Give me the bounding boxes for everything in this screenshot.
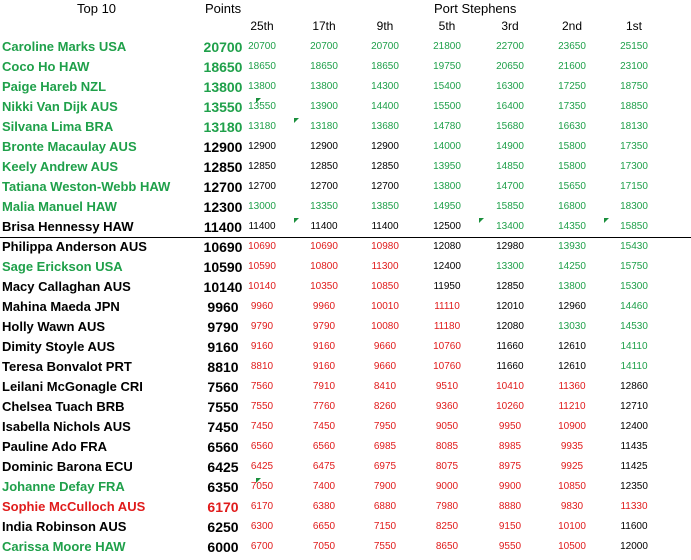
table-row [0, 457, 691, 477]
points-value: 6250 [207, 519, 239, 535]
scenario-cell: 7050 [312, 541, 336, 552]
scenario-cell: 9960 [312, 301, 336, 312]
scenario-cell: 7910 [312, 381, 336, 392]
table-row [0, 477, 691, 497]
scenario-cell: 9360 [435, 401, 459, 412]
scenario-cell: 12900 [371, 141, 399, 152]
scenario-cell: 7450 [312, 421, 336, 432]
scenario-cell: 12000 [620, 541, 648, 552]
scenario-cell: 14530 [620, 321, 648, 332]
scenario-cell: 18650 [371, 61, 399, 72]
scenario-cell: 9790 [250, 321, 274, 332]
points-value: 9790 [207, 319, 239, 335]
surfer-name: Johanne Defay FRA [2, 479, 125, 494]
surfer-name: Mahina Maeda JPN [2, 299, 120, 314]
column-header-0: 25th [250, 19, 274, 33]
scenario-cell: 10410 [496, 381, 524, 392]
surfer-name: Malia Manuel HAW [2, 199, 117, 214]
scenario-cell: 12900 [310, 141, 338, 152]
surfer-name: Coco Ho HAW [2, 59, 90, 74]
scenario-cell: 13680 [371, 121, 399, 132]
scenario-cell: 9925 [560, 461, 584, 472]
scenario-cell: 13900 [310, 101, 338, 112]
scenario-cell: 13400 [496, 221, 524, 232]
scenario-cell: 14850 [496, 161, 524, 172]
scenario-cell: 15850 [496, 201, 524, 212]
scenario-cell: 8880 [498, 501, 522, 512]
scenario-cell: 21600 [558, 61, 586, 72]
scenario-cell: 13950 [433, 161, 461, 172]
table-row [0, 377, 691, 397]
scenario-cell: 12960 [558, 301, 586, 312]
scenario-cell: 6560 [312, 441, 336, 452]
surfer-name: Silvana Lima BRA [2, 119, 114, 134]
scenario-cell: 18750 [620, 81, 648, 92]
scenario-cell: 12900 [248, 141, 276, 152]
scenario-cell: 12080 [433, 241, 461, 252]
surfer-name: Keely Andrew AUS [2, 159, 119, 174]
scenario-cell: 11300 [371, 261, 399, 272]
scenario-cell: 12700 [248, 181, 276, 192]
scenario-cell: 15300 [620, 281, 648, 292]
scenario-cell: 8250 [435, 521, 459, 532]
scenario-cell: 13930 [558, 241, 586, 252]
scenario-cell: 12850 [496, 281, 524, 292]
surfer-name: Isabella Nichols AUS [2, 419, 131, 434]
scenario-cell: 11660 [496, 341, 524, 352]
scenario-cell: 7450 [250, 421, 274, 432]
scenario-cell: 11435 [620, 441, 648, 452]
scenario-cell: 8985 [498, 441, 522, 452]
surfer-name: Caroline Marks USA [2, 39, 127, 54]
points-value: 12900 [203, 139, 243, 155]
scenario-cell: 9960 [250, 301, 274, 312]
comment-marker-icon [256, 478, 261, 483]
scenario-cell: 9550 [498, 541, 522, 552]
scenario-cell: 10900 [558, 421, 586, 432]
scenario-cell: 12850 [248, 161, 276, 172]
points-value: 8810 [207, 359, 239, 375]
points-value: 6425 [207, 459, 239, 475]
scenario-cell: 18300 [620, 201, 648, 212]
scenario-cell: 7050 [250, 481, 274, 492]
table-row [0, 517, 691, 537]
points-value: 6350 [207, 479, 239, 495]
scenario-cell: 10100 [558, 521, 586, 532]
surfer-name: India Robinson AUS [2, 519, 127, 534]
scenario-cell: 21800 [433, 41, 461, 52]
scenario-cell: 22700 [496, 41, 524, 52]
scenario-cell: 12500 [433, 221, 461, 232]
scenario-cell: 18650 [310, 61, 338, 72]
scenario-cell: 15500 [433, 101, 461, 112]
scenario-cell: 7900 [373, 481, 397, 492]
scenario-cell: 6380 [312, 501, 336, 512]
scenario-cell: 7550 [250, 401, 274, 412]
scenario-cell: 11950 [433, 281, 461, 292]
scenario-cell: 9000 [435, 481, 459, 492]
scenario-cell: 11360 [558, 381, 586, 392]
scenario-cell: 10850 [558, 481, 586, 492]
scenario-cell: 23100 [620, 61, 648, 72]
scenario-cell: 10500 [558, 541, 586, 552]
scenario-cell: 12010 [496, 301, 524, 312]
scenario-cell: 7150 [373, 521, 397, 532]
scenario-cell: 25150 [620, 41, 648, 52]
scenario-cell: 10760 [433, 341, 461, 352]
table-row [0, 497, 691, 517]
surfer-name: Dimity Stoyle AUS [2, 339, 115, 354]
points-value: 12300 [203, 199, 243, 215]
scenario-cell: 15750 [620, 261, 648, 272]
scenario-cell: 8085 [435, 441, 459, 452]
surfer-name: Chelsea Tuach BRB [2, 399, 125, 414]
column-header-3: 5th [438, 19, 456, 33]
scenario-cell: 12980 [496, 241, 524, 252]
scenario-cell: 10590 [248, 261, 276, 272]
scenario-cell: 11400 [248, 221, 276, 232]
scenario-cell: 13850 [371, 201, 399, 212]
surfer-name: Macy Callaghan AUS [2, 279, 131, 294]
table-row [0, 177, 691, 197]
surfer-name: Brisa Hennessy HAW [2, 219, 134, 234]
scenario-cell: 6975 [373, 461, 397, 472]
table-row [0, 537, 691, 557]
scenario-cell: 17150 [620, 181, 648, 192]
scenario-cell: 14110 [620, 341, 648, 352]
points-value: 7550 [207, 399, 239, 415]
table-row [0, 337, 691, 357]
scenario-cell: 6650 [312, 521, 336, 532]
surfer-name: Sage Erickson USA [2, 259, 123, 274]
scenario-cell: 9790 [312, 321, 336, 332]
column-header-6: 1st [625, 19, 642, 33]
scenario-cell: 14460 [620, 301, 648, 312]
points-value: 20700 [203, 39, 243, 55]
scenario-cell: 10980 [371, 241, 399, 252]
scenario-cell: 9935 [560, 441, 584, 452]
scenario-cell: 14110 [620, 361, 648, 372]
scenario-cell: 15850 [620, 221, 648, 232]
points-value: 6170 [207, 499, 239, 515]
comment-marker-icon [479, 218, 484, 223]
points-value: 13550 [203, 99, 243, 115]
scenario-cell: 17300 [620, 161, 648, 172]
scenario-cell: 20700 [371, 41, 399, 52]
scenario-cell: 12350 [620, 481, 648, 492]
scenario-cell: 11600 [620, 521, 648, 532]
scenario-cell: 6560 [250, 441, 274, 452]
scenario-cell: 9160 [312, 361, 336, 372]
scenario-cell: 14700 [496, 181, 524, 192]
scenario-cell: 9510 [435, 381, 459, 392]
scenario-cell: 10260 [496, 401, 524, 412]
scenario-cell: 13800 [310, 81, 338, 92]
scenario-cell: 12850 [371, 161, 399, 172]
scenario-cell: 9050 [435, 421, 459, 432]
comment-marker-icon [604, 218, 609, 223]
scenario-cell: 12700 [371, 181, 399, 192]
scenario-cell: 19750 [433, 61, 461, 72]
scenario-cell: 6300 [250, 521, 274, 532]
scenario-cell: 14300 [371, 81, 399, 92]
table-row [0, 137, 691, 157]
scenario-cell: 8260 [373, 401, 397, 412]
scenario-cell: 15650 [558, 181, 586, 192]
scenario-cell: 14900 [496, 141, 524, 152]
table-row [0, 317, 691, 337]
scenario-cell: 12400 [620, 421, 648, 432]
scenario-cell: 12860 [620, 381, 648, 392]
table-row [0, 277, 691, 297]
points-value: 9960 [207, 299, 239, 315]
scenario-cell: 11210 [558, 401, 586, 412]
scenario-cell: 13000 [248, 201, 276, 212]
scenario-cell: 12710 [620, 401, 648, 412]
scenario-cell: 11400 [371, 221, 399, 232]
scenario-cell: 14950 [433, 201, 461, 212]
scenario-cell: 8410 [373, 381, 397, 392]
scenario-cell: 6475 [312, 461, 336, 472]
points-value: 18650 [203, 59, 243, 75]
column-header-5: 2nd [561, 19, 583, 33]
scenario-cell: 11425 [620, 461, 648, 472]
scenario-cell: 20700 [248, 41, 276, 52]
scenario-cell: 10760 [433, 361, 461, 372]
points-value: 7450 [207, 419, 239, 435]
comment-marker-icon [294, 218, 299, 223]
scenario-cell: 16300 [496, 81, 524, 92]
scenario-cell: 13030 [558, 321, 586, 332]
scenario-cell: 9160 [250, 341, 274, 352]
surfer-name: Nikki Van Dijk AUS [2, 99, 118, 114]
points-value: 6000 [207, 539, 239, 555]
scenario-cell: 10080 [371, 321, 399, 332]
scenario-cell: 10010 [371, 301, 399, 312]
top10-divider [0, 237, 691, 238]
surfer-name: Sophie McCulloch AUS [2, 499, 146, 514]
points-value: 13180 [203, 119, 243, 135]
table-row [0, 157, 691, 177]
table-row [0, 37, 691, 57]
scenario-cell: 7400 [312, 481, 336, 492]
scenario-cell: 15680 [496, 121, 524, 132]
scenario-cell: 10350 [310, 281, 338, 292]
scenario-cell: 9160 [312, 341, 336, 352]
scenario-cell: 7950 [373, 421, 397, 432]
points-value: 10140 [203, 279, 243, 295]
scenario-cell: 13800 [558, 281, 586, 292]
scenario-cell: 6700 [250, 541, 274, 552]
scenario-cell: 8810 [250, 361, 274, 372]
points-value: 12850 [203, 159, 243, 175]
scenario-cell: 9830 [560, 501, 584, 512]
scenario-cell: 18130 [620, 121, 648, 132]
event-header: Port Stephens [434, 1, 517, 16]
scenario-cell: 13300 [496, 261, 524, 272]
table-row [0, 117, 691, 137]
scenario-cell: 7760 [312, 401, 336, 412]
table-row [0, 417, 691, 437]
scenario-cell: 11660 [496, 361, 524, 372]
scenario-cell: 10850 [371, 281, 399, 292]
scenario-cell: 8075 [435, 461, 459, 472]
table-row [0, 77, 691, 97]
scenario-cell: 10140 [248, 281, 276, 292]
scenario-cell: 12080 [496, 321, 524, 332]
table-row [0, 217, 691, 237]
surfer-name: Philippa Anderson AUS [2, 239, 147, 254]
scenario-cell: 12850 [310, 161, 338, 172]
scenario-cell: 10690 [248, 241, 276, 252]
surfer-name: Bronte Macaulay AUS [2, 139, 137, 154]
scenario-cell: 9900 [498, 481, 522, 492]
scenario-cell: 6880 [373, 501, 397, 512]
column-header-1: 17th [312, 19, 336, 33]
scenario-cell: 16800 [558, 201, 586, 212]
column-header-4: 3rd [501, 19, 519, 33]
scenario-cell: 11400 [310, 221, 338, 232]
surfer-name: Teresa Bonvalot PRT [2, 359, 132, 374]
points-value: 10690 [203, 239, 243, 255]
table-row [0, 257, 691, 277]
points-value: 6560 [207, 439, 239, 455]
scenario-cell: 15800 [558, 161, 586, 172]
comment-marker-icon [294, 118, 299, 123]
scenario-cell: 8975 [498, 461, 522, 472]
scenario-cell: 12400 [433, 261, 461, 272]
scenario-cell: 12610 [558, 361, 586, 372]
scenario-cell: 7550 [373, 541, 397, 552]
scenario-cell: 16630 [558, 121, 586, 132]
scenario-cell: 15430 [620, 241, 648, 252]
scenario-cell: 20650 [496, 61, 524, 72]
scenario-cell: 14000 [433, 141, 461, 152]
scenario-cell: 15800 [558, 141, 586, 152]
table-row [0, 297, 691, 317]
scenario-cell: 11330 [620, 501, 648, 512]
scenario-cell: 14250 [558, 261, 586, 272]
table-row [0, 357, 691, 377]
scenario-cell: 12610 [558, 341, 586, 352]
scenario-cell: 17350 [558, 101, 586, 112]
surfer-name: Pauline Ado FRA [2, 439, 107, 454]
points-value: 13800 [203, 79, 243, 95]
points-value: 9160 [207, 339, 239, 355]
scenario-cell: 11180 [433, 321, 461, 332]
scenario-cell: 7560 [250, 381, 274, 392]
points-value: 10590 [203, 259, 243, 275]
table-row [0, 237, 691, 257]
scenario-cell: 16400 [496, 101, 524, 112]
scenario-cell: 6985 [373, 441, 397, 452]
scenario-cell: 18850 [620, 101, 648, 112]
scenario-cell: 18650 [248, 61, 276, 72]
scenario-cell: 23650 [558, 41, 586, 52]
surfer-name: Holly Wawn AUS [2, 319, 106, 334]
table-row [0, 97, 691, 117]
scenario-cell: 11110 [434, 301, 460, 312]
scenario-cell: 7980 [435, 501, 459, 512]
surfer-name: Leilani McGonagle CRI [2, 379, 143, 394]
scenario-cell: 14350 [558, 221, 586, 232]
points-header: Points [205, 1, 242, 16]
scenario-cell: 13800 [248, 81, 276, 92]
surfer-name: Carissa Moore HAW [2, 539, 126, 554]
scenario-cell: 6425 [250, 461, 274, 472]
scenario-cell: 13180 [310, 121, 338, 132]
scenario-cell: 15400 [433, 81, 461, 92]
top10-header: Top 10 [77, 1, 117, 16]
scenario-cell: 10690 [310, 241, 338, 252]
scenario-cell: 9660 [373, 361, 397, 372]
surfer-name: Dominic Barona ECU [2, 459, 133, 474]
scenario-cell: 14400 [371, 101, 399, 112]
scenario-cell: 13550 [248, 101, 276, 112]
scenario-cell: 13180 [248, 121, 276, 132]
table-row [0, 197, 691, 217]
scenario-cell: 13800 [433, 181, 461, 192]
table-row [0, 437, 691, 457]
scenario-cell: 20700 [310, 41, 338, 52]
points-value: 11400 [203, 219, 243, 235]
surfer-name: Paige Hareb NZL [2, 79, 107, 94]
scenario-cell: 9660 [373, 341, 397, 352]
points-value: 12700 [203, 179, 243, 195]
table-row [0, 397, 691, 417]
scenario-cell: 17250 [558, 81, 586, 92]
column-header-2: 9th [376, 19, 394, 33]
scenario-cell: 13350 [310, 201, 338, 212]
surfer-name: Tatiana Weston-Webb HAW [2, 179, 171, 194]
scenario-cell: 10800 [310, 261, 338, 272]
scenario-cell: 9150 [498, 521, 522, 532]
scenario-cell: 6170 [250, 501, 274, 512]
scenario-cell: 9950 [498, 421, 522, 432]
points-value: 7560 [207, 379, 239, 395]
table-row [0, 57, 691, 77]
scenario-cell: 14780 [433, 121, 461, 132]
scenario-cell: 12700 [310, 181, 338, 192]
scenario-cell: 17350 [620, 141, 648, 152]
comment-marker-icon [256, 98, 261, 103]
scenario-cell: 8650 [435, 541, 459, 552]
